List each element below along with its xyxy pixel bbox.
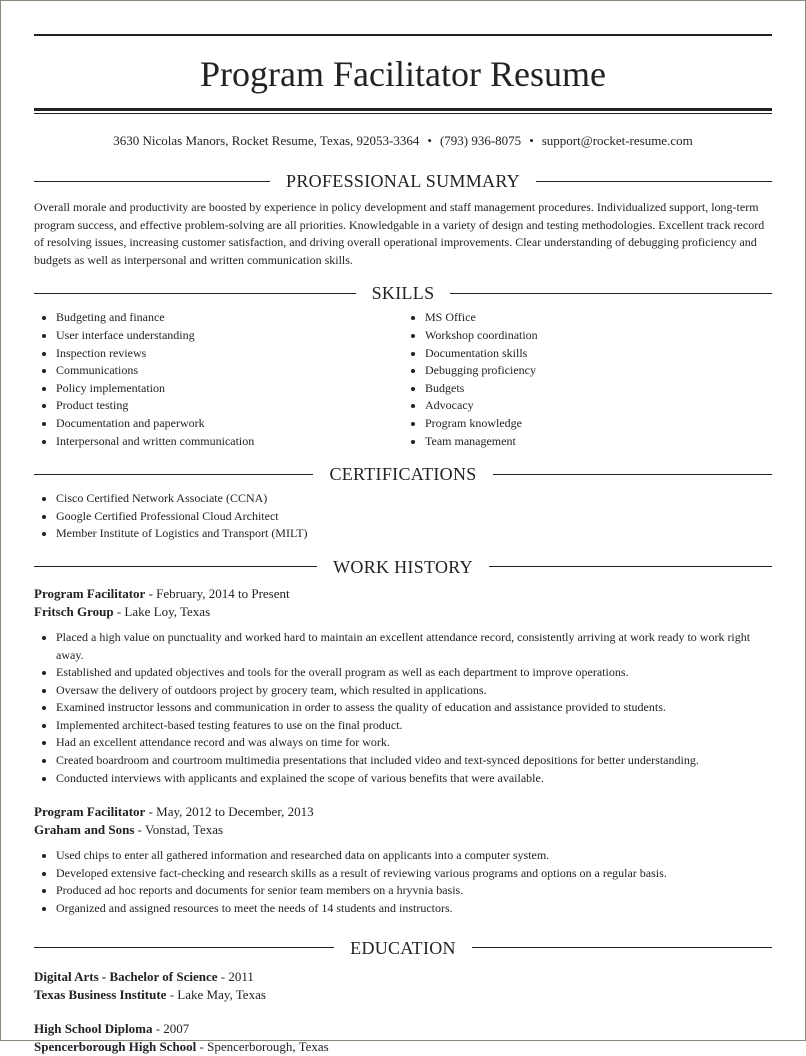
- job-location: - Lake Loy, Texas: [113, 603, 211, 619]
- certifications-heading: CERTIFICATIONS: [329, 464, 477, 485]
- work-heading: WORK HISTORY: [333, 556, 473, 577]
- list-item: Budgets: [403, 380, 772, 398]
- education-year: - 2007: [152, 1020, 190, 1036]
- list-item: Documentation skills: [403, 345, 772, 363]
- list-item: Inspection reviews: [34, 345, 403, 363]
- heading-rule: [489, 566, 772, 567]
- list-item: Debugging proficiency: [403, 362, 772, 380]
- heading-rule: [536, 181, 772, 182]
- section-heading-education: [34, 936, 772, 960]
- list-item: MS Office: [403, 309, 772, 327]
- education-location: - Spencerborough, Texas: [196, 1038, 329, 1054]
- job-dates: - May, 2012 to December, 2013: [145, 804, 314, 820]
- list-item: Organized and assigned resources to meet the needs of 14 students and instructors.: [34, 900, 772, 918]
- job-entry: [34, 803, 772, 917]
- contact-phone: (793) 936-8075: [439, 133, 522, 148]
- page-title: Program Facilitator Resume: [200, 54, 606, 94]
- education-school-line: [34, 1038, 772, 1056]
- list-item: Cisco Certified Network Associate (CCNA): [34, 490, 772, 508]
- list-item: Developed extensive fact-checking and research skills as a result of reviewing various programs and options on a regular basis.: [34, 865, 772, 883]
- heading-rule: [34, 474, 313, 475]
- education-degree-line: [34, 1020, 772, 1038]
- list-item: Implemented architect-based testing features to use on the final product.: [34, 717, 772, 735]
- contact-separator: •: [529, 133, 534, 148]
- list-item: Produced ad hoc reports and documents for senior team members on a hryvnia basis.: [34, 882, 772, 900]
- job-bullets: [34, 629, 772, 787]
- resume-page: [34, 34, 772, 1056]
- title-rule-thin: [34, 113, 772, 114]
- heading-rule: [34, 566, 317, 567]
- section-heading-work: [34, 555, 772, 579]
- skills-list-left: [34, 309, 403, 450]
- contact-line: [34, 133, 772, 149]
- list-item: Established and updated objectives and tools for the overall program as well as each department to improve operations.: [34, 664, 772, 682]
- contact-address: 3630 Nicolas Manors, Rocket Resume, Texas, 92053-3364: [113, 133, 420, 148]
- job-title: Program Facilitator: [34, 585, 146, 601]
- job-company: Graham and Sons: [34, 822, 135, 838]
- contact-separator: •: [427, 133, 432, 148]
- job-title-line: [34, 803, 772, 821]
- top-rule: [34, 34, 772, 36]
- education-location: - Lake May, Texas: [166, 986, 266, 1002]
- list-item: Team management: [403, 433, 772, 451]
- job-company-line: [34, 603, 772, 621]
- list-item: Google Certified Professional Cloud Architect: [34, 508, 772, 526]
- title-rule: [34, 108, 772, 111]
- summary-text: Overall morale and productivity are boosted by experience in policy development and staff management procedures. Individualized support, long-term program success, and effective problem-solving are all priorities. Knowledgable in a variety of design and testing methodologies. Excellent track record of resolving issues, increasing customer satisfaction, and driving overall operational improvements. Clear understanding of debugging proficiency and budgets as well as interpersonal and written communication skills.: [34, 200, 765, 267]
- education-school-line: [34, 986, 772, 1004]
- list-item: User interface understanding: [34, 327, 403, 345]
- section-heading-certifications: [34, 462, 772, 486]
- education-school: Spencerborough High School: [34, 1038, 197, 1054]
- list-item: Had an excellent attendance record and was always on time for work.: [34, 734, 772, 752]
- list-item: Created boardroom and courtroom multimedia presentations that included video and text-synced depositions for better understanding.: [34, 752, 772, 770]
- list-item: Interpersonal and written communication: [34, 433, 403, 451]
- section-heading-skills: [34, 281, 772, 305]
- job-title-line: [34, 585, 772, 603]
- job-location: - Vonstad, Texas: [134, 822, 224, 838]
- list-item: Budgeting and finance: [34, 309, 403, 327]
- list-item: Policy implementation: [34, 380, 403, 398]
- education-school: Texas Business Institute: [34, 986, 167, 1002]
- education-heading: EDUCATION: [350, 937, 456, 958]
- list-item: Conducted interviews with applicants and explained the scope of various benefits that were available.: [34, 770, 772, 788]
- summary-heading: PROFESSIONAL SUMMARY: [286, 171, 520, 191]
- list-item: Examined instructor lessons and communication in order to assess the quality of education and assistance provided to students.: [34, 699, 772, 717]
- list-item: Communications: [34, 362, 403, 380]
- heading-rule: [34, 181, 270, 182]
- job-title: Program Facilitator: [34, 804, 146, 820]
- list-item: Used chips to enter all gathered information and researched data on applicants into a computer system.: [34, 847, 772, 865]
- job-company: Fritsch Group: [34, 603, 114, 619]
- education-entry: [34, 1020, 772, 1056]
- job-dates: - February, 2014 to Present: [145, 585, 290, 601]
- list-item: Documentation and paperwork: [34, 415, 403, 433]
- job-entry: [34, 585, 772, 787]
- job-company-line: [34, 821, 772, 839]
- education-year: - 2011: [217, 968, 254, 984]
- skills-columns: [34, 309, 772, 450]
- heading-rule: [34, 947, 334, 948]
- job-bullets: [34, 847, 772, 917]
- section-heading-summary: [34, 169, 772, 193]
- skills-list-right: [403, 309, 772, 450]
- list-item: Member Institute of Logistics and Transport (MILT): [34, 525, 772, 543]
- list-item: Program knowledge: [403, 415, 772, 433]
- education-entry: [34, 968, 772, 1004]
- skills-heading: SKILLS: [371, 283, 435, 304]
- heading-rule: [493, 474, 772, 475]
- list-item: Advocacy: [403, 397, 772, 415]
- list-item: Placed a high value on punctuality and worked hard to maintain an excellent attendance record, consistently arriving at work ready to work right away.: [34, 629, 772, 664]
- certifications-list: [34, 490, 772, 543]
- list-item: Workshop coordination: [403, 327, 772, 345]
- list-item: Product testing: [34, 397, 403, 415]
- education-degree-line: [34, 968, 772, 986]
- contact-email: support@rocket-resume.com: [541, 133, 693, 148]
- heading-rule: [472, 947, 772, 948]
- list-item: Oversaw the delivery of outdoors project by grocery team, which resulted in applications.: [34, 682, 772, 700]
- heading-rule: [450, 293, 772, 294]
- education-degree: Digital Arts - Bachelor of Science: [34, 968, 218, 984]
- education-degree: High School Diploma: [34, 1020, 153, 1036]
- heading-rule: [34, 293, 356, 294]
